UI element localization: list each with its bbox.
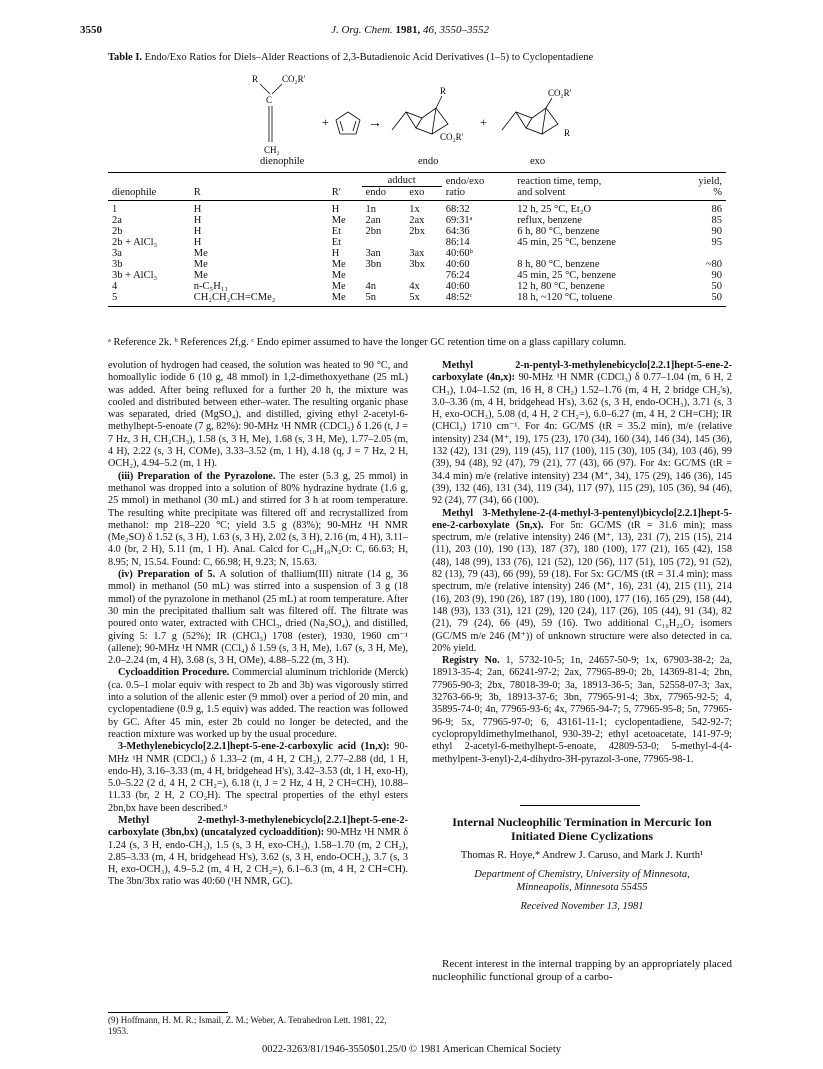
cyclopentadiene-ring — [336, 112, 360, 134]
paragraph-text: For 5n: GC/MS (tR = 31.6 min); mass spectrum, m/e (relative intensity) 246 (M⁺, 13), 231 (7), 215 (15), 214 (11), 203 (10), 190 (13), 187 (37), 180 (100), 177 (21), 165 (42), 158 (48), 148 (99), 133 (76), 121 (52), 120 (56), 117 (51), 105 (72), 91 (52), 82 (13), 79 (43), 66 (99), 59 (18). For 5x: GC/MS (tR = 31.4 min); mass spectrum, m/e (relative intensity) 246 (M⁺, 16), 231 (4), 215 (11), 214 (16), 203 (9), 190 (26), 187 (19), 180 (100), 177 (16), 165 (29), 158 (44), 148 (93), 133 (31), 121 (29), 120 (24), 117 (26), 105 (44), 91 (34), 82 (21), 79 (24), 66 (49), 59 (16). Two additional C₁₆H₂₂O₂ isomers (GC/MS m/e 246 (M⁺)) of unknown structure were also detected in ca. 20% yield. — [432, 519, 733, 654]
table-cell-endo: 4n — [365, 281, 377, 292]
dienophile-co2r-label: CO₂R′ — [282, 74, 306, 84]
table-row — [108, 248, 726, 259]
table-cell-exo: 3ax — [409, 248, 425, 259]
table-cell-endo: 5n — [362, 292, 406, 307]
paragraph-text: 90-MHz ¹H NMR (CDCl₃) δ 0.77–1.04 (m, 6 H, 2 CH₃), 1.04–1.52 (m, 16 H, 8 CH₂) 1.52–1.76 (m, 4 H, 2 bridge CH₂'s), 3.0–3.36 (m, 4 H, bridgehead H's), 3.62 (s, 3 H, endo-OCH₃), 3.71 (s, 3 H, exo-OCH₃), 5.08 (d, 4 H, 2 CH₂=), 6.0–6.27 (m, 4 H, 2 CH=CH); IR (CHCl₃) 1710 cm⁻¹. For 4n: GC/MS (tR = 35.2 min), m/e (relative intensity) 234 (M⁺, 19), 175 (23), 170 (34), 160 (34), 146 (34), 145 (36), 132 (42), 131 (29), 119 (45), 117 (100), 115 (30), 105 (34), 103 (46), 99 (39), 94 (48), 92 (47), 79 (21), 77 (43), 66 (97). For 4x: GC/MS (tR = 34.4 min) m/e (relative intensity) 234 (M⁺, 34), 175 (29), 146 (36), 145 (39), 132 (46), 131 (34), 119 (34), 117 (97), 115 (29), 105 (36), 94 (46), 92 (24), 77 (34), 66 (100). — [432, 372, 732, 507]
table-cell-ratio: 40:60 — [445, 281, 470, 292]
paragraph-text: The ester (5.3 g, 25 mmol) in methanol was dropped into a solution of 80% hydrazine hydrate (1.6 g, 25 mmol) in methanol (30 mL) and stirred for 3 h at room temperature. The resulting white precipitate was filtered off and recrystallized from methanol: mp 218–220 °C; yield 3.5 g (83%); 90-MHz ¹H NMR (Me₂SO) δ 1.52 (s, 3 H), 1.63 (s, 3 H), 2.02 (s, 3 H), 2.16 (m, 4 H), 3.11–4.0 (br, 2 H), 5.11 (m, 1 H). Anal. Calcd for C₁₀H₁₆N₂O: C, 66.63; H, 8.95; N, 15.54. Found: C, 66.98; H, 9.23; N, 15.63. — [108, 470, 408, 568]
table-cell-yield: 86 — [711, 204, 722, 215]
left-column — [108, 360, 408, 889]
scheme-plus-1: + — [322, 115, 329, 129]
paragraph-heading: Methyl 3-Methylene-2-(4-methyl-3-pentenyl)bicyclo[2.2.1]hept-5-ene-2-carboxylate (5n,x). — [432, 507, 732, 531]
table-cell-rp: Et — [331, 237, 342, 248]
table-cell-rp: H — [331, 204, 340, 215]
journal-name: J. Org. Chem. — [331, 24, 393, 36]
paragraph — [432, 655, 732, 766]
table-row — [108, 201, 726, 216]
paragraph-text: 1, 5732-10-5; 1n, 24657-50-9; 1x, 67903-38-2; 2a, 18913-35-4; 2an, 66241-97-2; 2ax, 77965-89-0; 2b, 14369-81-4; 2bn, 77965-90-3; 2bx, 78018-39-0; 3a, 18913-36-5; 3an, 52558-07-3; 3ax, 32763-66-9; 3b, 18913-37-6; 3bn, 77965-91-4; 3bx, 77965-92-5; 4, 35895-74-0; 4n, 77965-93-6; 4x, 77965-94-7; 5, 77965-95-8; 5n, 77965-96-9; 5x, 77965-97-0; 6, 43161-11-1; cyclopentadiene, 542-92-7; cyclopropyldimethylmethanol, 930-39-2; ethyl acetoacetate, 141-97-9; ethyl 2-acetyl-6-methylhept-5-enoate, 42809-53-0; 5-methyl-4-(4-methylpent-3-enyl)-2,4-dihydro-3H-pyrazol-3-one, 77965-98-1. — [432, 655, 732, 765]
dienophile-c-label: C — [266, 95, 273, 105]
paragraph — [432, 360, 732, 508]
paragraph — [108, 667, 408, 741]
table-cell-cond: 8 h, 80 °C, benzene — [517, 259, 600, 270]
paragraph-text: 90-MHz ¹H NMR (CDCl₃) δ 1.33–2 (m, 4 H, 2 CH₂), 2.77–2.88 (dd, 1 H, endo-H), 3.16–3.33 (m, 4 H, bridgehead H's), 3.42–3.53 (dt, 1 H, exo-H), 5.0–5.22 (2 d, 4 H, 2 CH₂=), 6.18 (t, J = 2 Hz, 4 H, 2 CH=CH), 10.88–11.33 (br, 2 H, 2 CO₂H). The spectral properties of the ethyl esters 2bn,bx have been described.⁹ — [108, 741, 409, 814]
table-row — [108, 270, 726, 281]
table-row — [108, 281, 726, 292]
table-cell-endo: 2bn — [365, 226, 382, 237]
header-yield-2: % — [677, 187, 726, 201]
table-cell-ratio: 68:32 — [445, 204, 470, 215]
paragraph — [108, 569, 408, 667]
article-received: Received November 13, 1981 — [520, 901, 644, 912]
paragraph-heading: Registry No. — [442, 655, 500, 667]
table-cell-ratio: 40:60ᵇ — [445, 248, 473, 259]
paragraph-text: 90-MHz ¹H NMR δ 1.24 (s, 3 H, endo-CH₃), 1.5 (s, 3 H, exo-CH₃), 1.58–1.70 (m, 2 CH₂), 2.85–3.33 (m, 4 H, bridgehead H's), 3.62 (s, 3 H, endo-OCH₃), 3.7 (s, 3 H, exo-OCH₃), 4.9–5.2 (m, 4 H, 2 CH₂=), 6.1–6.3 (m, 4 H, 2 CH=CH). The 3bn/3bx ratio was 40:60 (¹H NMR, GC). — [108, 827, 408, 888]
table-cell-cond: 12 h, 25 °C, Et₂O — [517, 204, 592, 215]
table-footnotes: ᵃ Reference 2k. ᵇ References 2f,g. ᶜ Endo epimer assumed to have the longer GC retention time on a glass capillary column. — [108, 337, 627, 348]
paragraph — [108, 815, 408, 889]
table-row — [108, 215, 726, 226]
table-cell-r: H — [193, 226, 202, 237]
endo-adduct-bridge — [416, 118, 422, 128]
article-header — [432, 815, 732, 913]
page-number: 3550 — [80, 24, 102, 36]
table-cell-r: H — [193, 237, 202, 248]
table-cell-endo — [362, 270, 406, 281]
label-dienophile: dienophile — [260, 156, 305, 167]
paragraph — [108, 471, 408, 569]
table-cell-d: 2b — [112, 226, 123, 237]
table-caption — [108, 52, 728, 63]
paragraph-heading: (iii) Preparation of the Pyrazolone. — [118, 470, 276, 482]
table-cell-exo: 3bx — [409, 259, 425, 270]
table-cell-d: 5 — [108, 292, 190, 307]
table-cell-rp: Me — [331, 259, 346, 270]
table-cell-exo: 2ax — [409, 215, 425, 226]
header-cond-2: and solvent — [513, 187, 677, 201]
table-cell-cond: 45 min, 25 °C, benzene — [517, 237, 616, 248]
page-footer: 0022-3263/81/1946-3550$01.25/0 © 1981 American Chemical Society — [261, 1044, 562, 1055]
header-r: R — [190, 187, 328, 201]
reference-rule — [108, 1012, 228, 1013]
table-cell-ratio: 69:31ᵃ — [445, 215, 473, 226]
dienophile-r-label: R — [252, 74, 259, 84]
header-rprime: R′ — [328, 187, 362, 201]
table-label: Table I. — [108, 52, 143, 63]
paragraph-heading: Methyl 2-n-pentyl-3-methylenebicyclo[2.2.1]hept-5-ene-2-carboxylate (4n,x): — [432, 360, 732, 384]
table-cell-ratio: 40:60 — [445, 259, 470, 270]
header-ratio-2: ratio — [442, 187, 514, 201]
table-cell-d: 3b — [112, 259, 123, 270]
scheme-arrow: → — [368, 116, 382, 131]
table-row — [108, 259, 726, 270]
exo-adduct-co2r-label: CO₂R′ — [548, 88, 572, 98]
header-exo: exo — [405, 187, 442, 201]
table-cell-endo: 3an — [365, 248, 381, 259]
article-affiliation-2: Minneapolis, Minnesota 55455 — [516, 882, 648, 893]
endo-adduct-r-bond — [436, 96, 442, 108]
table-cell-rp: Me — [331, 270, 346, 281]
table-cell-ratio: 76:24 — [445, 270, 470, 281]
table-cell-endo: 2an — [365, 215, 381, 226]
table-cell-yield: ~80 — [705, 259, 722, 270]
table-cell-exo — [405, 270, 442, 281]
table-cell-rp: H — [331, 248, 340, 259]
data-table — [108, 172, 726, 307]
table-cell-exo: 4x — [409, 281, 420, 292]
table-cell-rp: Me — [328, 292, 362, 307]
table-cell-r: H — [193, 204, 202, 215]
table-row — [108, 292, 726, 307]
table-cell-exo: 5x — [405, 292, 442, 307]
table-cell-d: 3a — [112, 248, 122, 259]
endo-adduct-r-label: R — [440, 86, 447, 96]
endo-adduct-co2r-label: CO₂R′ — [440, 132, 464, 142]
table-cell-yield: 50 — [677, 292, 726, 307]
label-endo: endo — [418, 156, 439, 167]
dienophile-ch2-label: CH₂ — [264, 145, 280, 155]
paragraph-text: evolution of hydrogen had ceased, the solution was heated to 90 °C, and homoallylic iodide 6 (10 g, 48 mmol) in 1,2-dimethoxyethane (25 mL) was added. After being refluxed for a further 20 h, the mixture was cooled and distributed between ether–water. The resulting organic phase was separated, dried (MgSO₄), and distilled, giving ethyl 2-acetyl-6-methylhept-5-enoate (7 g, 82%): 90-MHz ¹H NMR (CDCl₃) δ 1.26 (t, J = 7 Hz, 3 H, CH₂CH₃), 1.58 (s, 3 H, Me), 1.68 (s, 3 H, Me), 1.77–2.05 (m, 4 H), 2.22 (s, 3 H, COMe), 3.33–3.52 (m, 1 H), 4.18 (q, J = 7 Hz, 2 H, OCH₂), 4.94–5.2 (m, 1 H). — [108, 360, 408, 470]
table-cell-cond: 6 h, 80 °C, benzene — [517, 226, 600, 237]
scheme-plus-2: + — [480, 115, 487, 129]
header-adduct: adduct — [362, 173, 442, 187]
table-cell-rp: Et — [331, 226, 342, 237]
table-cell-endo — [362, 237, 406, 248]
header-ratio-1: endo/exo — [442, 173, 514, 187]
header-cond-1: reaction time, temp, — [513, 173, 677, 187]
paragraph-text: A solution of thallium(III) nitrate (14 g, 36 mmol) in methanol (50 mL) was stirred into a suspension of 3 g (18 mmol) of the pyrazolone in methanol (25 mL) at room temperature. After 30 min the precipitated thallium salt was filtered off. The filtrate was poured onto water, extracted with CHCl₃, dried (Na₂SO₄), and distilled, giving 5: 1.7 g (52%); IR (CHCl₃) 1708 (ester), 1930, 1960 cm⁻¹ (allene); 90-MHz ¹H NMR (CCl₄) δ 1.59 (s, 3 H, Me), 1.67 (s, 3 H, Me), 2.0–2.24 (m, 4 H), 3.68 (s, 3 H, OMe), 4.88–5.22 (m, 3 H). — [108, 569, 408, 667]
table-cell-r: H — [193, 215, 202, 226]
paragraph — [108, 360, 408, 471]
exo-adduct-bridge — [526, 118, 532, 128]
table-cell-yield: 50 — [711, 281, 722, 292]
table-cell-d: 2a — [112, 215, 122, 226]
right-column — [432, 360, 732, 766]
table-cell-exo — [405, 237, 442, 248]
table-cell-ratio: 86:14 — [445, 237, 470, 248]
table-row — [108, 237, 726, 248]
journal-volume: 46, — [422, 24, 437, 36]
journal-year: 1981, — [395, 24, 421, 36]
table-cell-r: Me — [193, 270, 208, 281]
header-dienophile: dienophile — [108, 187, 190, 201]
table-cell-yield — [677, 248, 726, 259]
paragraph-heading: Cycloaddition Procedure. — [118, 667, 230, 679]
journal-pages: 3550–3552 — [439, 24, 489, 36]
table-cell-rp: Me — [331, 281, 346, 292]
table-cell-d: 1 — [112, 204, 118, 215]
table-cell-d: 3b + AlCl₃ — [112, 270, 158, 281]
table-cell-exo: 2bx — [409, 226, 425, 237]
header-endo: endo — [362, 187, 406, 201]
table-cell-ratio: 64:36 — [445, 226, 470, 237]
table-cell-yield: 85 — [711, 215, 722, 226]
exo-adduct-bond — [542, 108, 546, 134]
table-cell-r: Me — [193, 259, 208, 270]
paragraph — [432, 508, 732, 656]
dienophile-bond-left — [260, 84, 270, 94]
reference-note: (9) Hoffmann, H. M. R.; Ismail, Z. M.; Weber, A. Tetrahedron Lett. 1981, 22, 1953. — [108, 1015, 387, 1036]
paragraph-heading: 3-Methylenebicyclo[2.2.1]hept-5-ene-2-carboxylic acid (1n,x): — [118, 741, 390, 753]
table-row — [108, 226, 726, 237]
table-cell-exo: 1x — [409, 204, 420, 215]
article-divider — [520, 805, 640, 806]
header-yield-1: yield, — [677, 173, 726, 187]
table-cell-ratio: 48:52ᶜ — [442, 292, 514, 307]
endo-adduct-bond — [432, 108, 436, 134]
paragraph — [108, 741, 408, 815]
table-cell-yield: 90 — [711, 226, 722, 237]
table-cell-yield: 95 — [711, 237, 722, 248]
table-cell-cond: 12 h, 80 °C, benzene — [517, 281, 605, 292]
table-cell-cond: 18 h, ~120 °C, toluene — [513, 292, 677, 307]
table-cell-endo: 1n — [365, 204, 377, 215]
cyclopentadiene-double-bond-1 — [340, 121, 343, 131]
article-authors: Thomas R. Hoye,* Andrew J. Caruso, and Mark J. Kurth¹ — [460, 850, 704, 861]
paragraph-text: Commercial aluminum trichloride (Merck) (ca. 0.5–1 molar equiv with respect to 2b and 3b) was vigorously stirred into a solution of the allenic ester (9 mmol) over a period of 20 min, and cyclopentadiene (0.9 g, 1.5 equiv) was added. The reaction was followed by GC. After 45 min, ester 2b could no longer be detected, and the reaction mixture was worked up by the usual procedure. — [108, 667, 408, 740]
page-header — [80, 24, 740, 40]
table-cell-rp: Me — [331, 215, 346, 226]
exo-adduct-r-label: R — [564, 128, 571, 138]
journal-citation — [80, 24, 740, 36]
table-cell-r: CH₂CH₂CH=CMe₂ — [190, 292, 328, 307]
exo-adduct-co2r-bond — [546, 98, 552, 108]
scheme-labels — [230, 156, 630, 170]
article-body: Recent interest in the internal trapping by an appropriately placed nucleophilic functional group of a carbo- — [432, 958, 732, 983]
table-cell-d: 4 — [112, 281, 118, 292]
article-title: Internal Nucleophilic Termination in Mercuric Ion Initiated Diene Cyclizations — [452, 815, 712, 843]
table-cell-r: n-C₅H₁₁ — [193, 281, 229, 292]
table-cell-cond — [513, 248, 677, 259]
cyclopentadiene-double-bond-2 — [353, 121, 356, 131]
table-cell-d: 2b + AlCl₃ — [112, 237, 158, 248]
table-cell-endo: 3bn — [365, 259, 382, 270]
table-title: Endo/Exo Ratios for Diels–Alder Reactions of 2,3-Butadienoic Acid Derivatives (1–5) to Cyclopentadiene — [144, 52, 594, 63]
paragraph-heading: Methyl 2-methyl-3-methylenebicyclo[2.2.1]hept-5-ene-2-carboxylate (3bn,bx) (uncatalyzed cycloaddition): — [108, 814, 408, 839]
article-affiliation-1: Department of Chemistry, University of Minnesota, — [474, 869, 690, 880]
paragraph-heading: (iv) Preparation of 5. — [118, 569, 216, 581]
label-exo: exo — [530, 156, 546, 167]
table-cell-cond: 45 min, 25 °C, benzene — [517, 270, 616, 281]
dienophile-bond-right — [272, 84, 282, 94]
table-cell-cond: reflux, benzene — [517, 215, 582, 226]
table-cell-r: Me — [193, 248, 208, 259]
table-body — [108, 201, 726, 307]
table-cell-yield: 90 — [711, 270, 722, 281]
